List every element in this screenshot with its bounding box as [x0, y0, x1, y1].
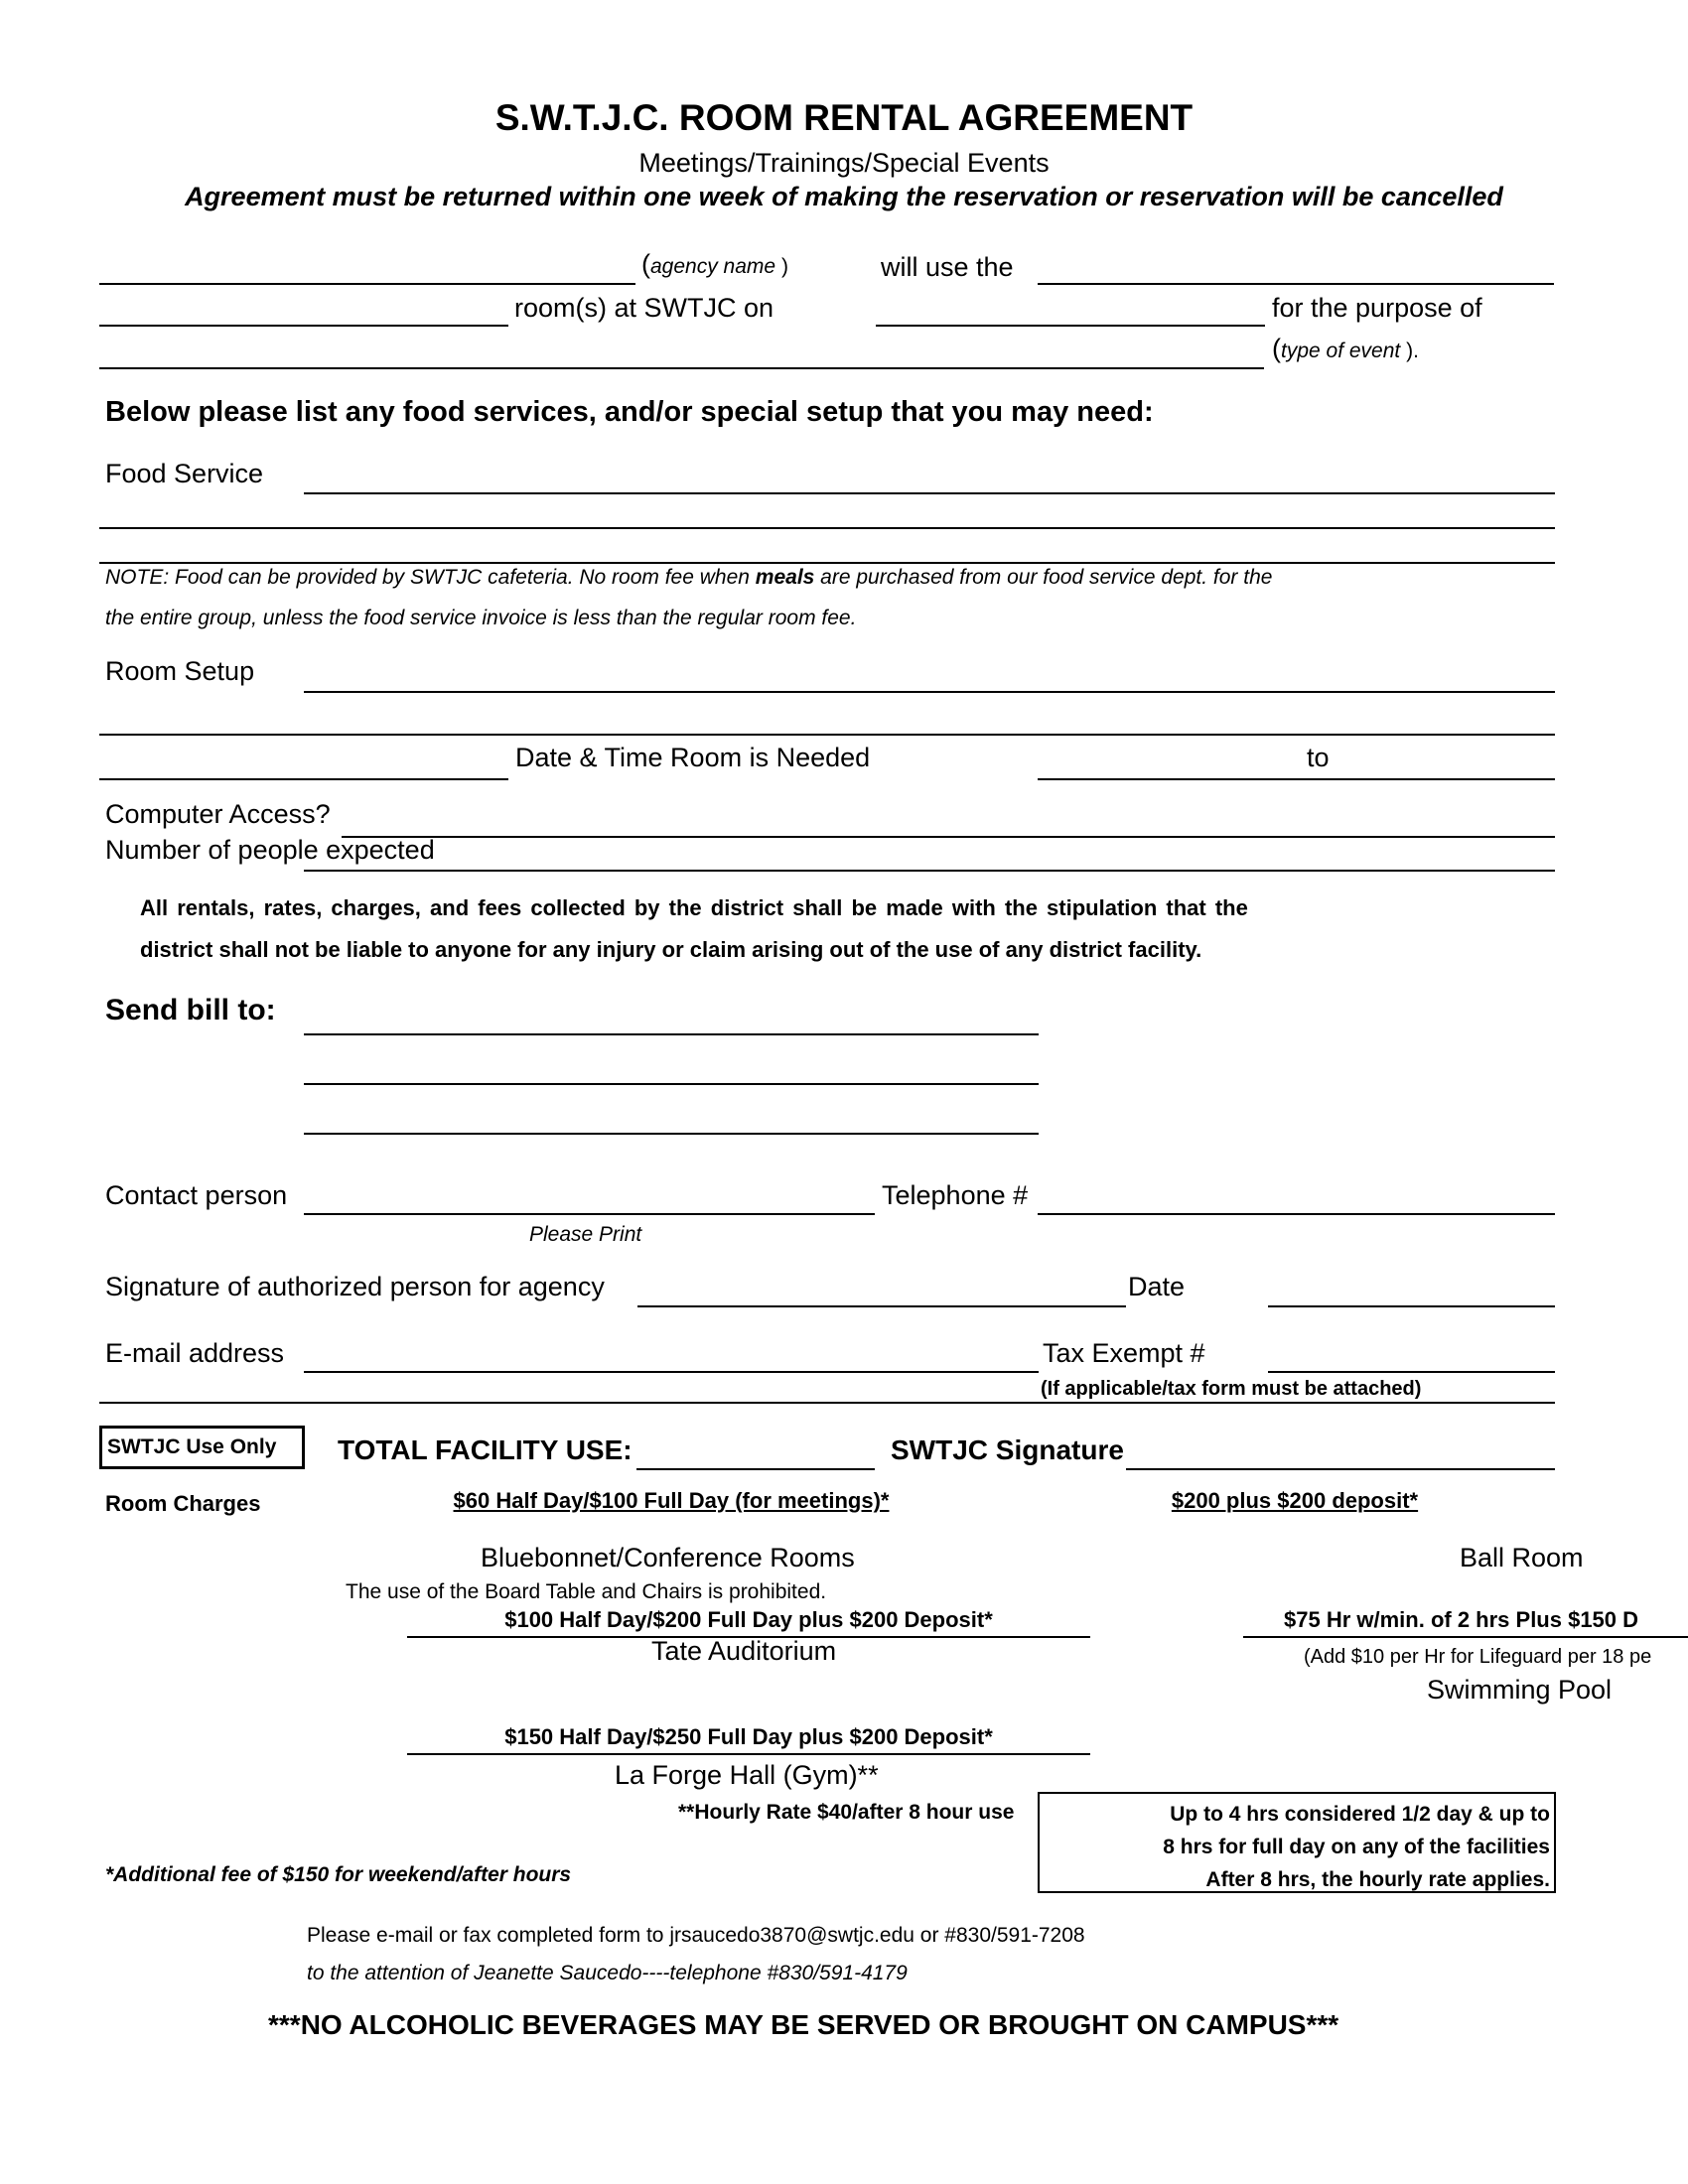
attention-line: to the attention of Jeanette Saucedo----telephone #830/591-4179	[307, 1962, 908, 1984]
hours-policy-line-2: 8 hrs for full day on any of the facilities	[1163, 1836, 1550, 1858]
swimming-pool-label: Swimming Pool	[1427, 1675, 1613, 1705]
billing-address-field-1[interactable]	[304, 1033, 1039, 1035]
purpose-label: for the purpose of	[1272, 293, 1482, 323]
office-use-label: SWTJC Use Only	[107, 1435, 277, 1458]
computer-access-field[interactable]	[342, 836, 1555, 838]
page-title: S.W.T.J.C. ROOM RENTAL AGREEMENT	[494, 97, 1194, 138]
office-use-box	[99, 1426, 305, 1469]
swtjc-signature-field[interactable]	[1126, 1468, 1555, 1470]
telephone-label: Telephone #	[882, 1180, 1029, 1210]
ball-room-label: Ball Room	[1460, 1543, 1584, 1572]
page-subtitle: Meetings/Trainings/Special Events	[638, 148, 1050, 178]
meetings-rate: $60 Half Day/$100 Full Day (for meetings)*	[453, 1488, 890, 1513]
food-note-line-2: the entire group, unless the food service invoice is less than the regular room fee.	[105, 607, 857, 629]
room-count-field[interactable]	[99, 325, 508, 327]
contact-person-label: Contact person	[105, 1180, 288, 1210]
room-setup-field[interactable]	[304, 691, 1555, 693]
room-name-field[interactable]	[1038, 283, 1554, 285]
room-charges-label: Room Charges	[105, 1491, 261, 1516]
event-type-field[interactable]	[99, 367, 1264, 369]
please-print-hint: Please Print	[529, 1223, 642, 1246]
food-service-field-2[interactable]	[99, 527, 1555, 529]
event-type-hint: (type of event ).	[1272, 334, 1419, 363]
billing-address-field-2[interactable]	[304, 1083, 1039, 1085]
contact-person-field[interactable]	[304, 1213, 875, 1215]
food-service-field-3[interactable]	[99, 562, 1555, 564]
gym-rate-rule	[407, 1753, 1090, 1755]
start-date-time-field[interactable]	[99, 778, 508, 780]
hourly-rate-note: **Hourly Rate $40/after 8 hour use	[678, 1801, 1015, 1824]
food-service-label: Food Service	[105, 459, 264, 488]
office-divider	[99, 1402, 1555, 1404]
tax-form-note: (If applicable/tax form must be attached)	[1041, 1378, 1422, 1400]
date-label: Date	[1128, 1272, 1186, 1301]
email-field[interactable]	[304, 1371, 1039, 1373]
signature-field[interactable]	[637, 1305, 1126, 1307]
agency-name-field[interactable]	[99, 283, 635, 285]
rooms-at-label: room(s) at SWTJC on	[514, 293, 774, 323]
swtjc-signature-label: SWTJC Signature	[891, 1434, 1124, 1465]
gym-rate: $150 Half Day/$250 Full Day plus $200 Deposit*	[504, 1724, 993, 1749]
gym-label: La Forge Hall (Gym)**	[615, 1760, 879, 1790]
agency-name-hint: (agency name )	[641, 249, 788, 279]
ballroom-rate: $200 plus $200 deposit*	[1171, 1488, 1419, 1513]
email-fax-instructions: Please e-mail or fax completed form to jrsaucedo3870@swtjc.edu or #830/591-7208	[307, 1924, 1085, 1947]
tax-exempt-label: Tax Exempt #	[1043, 1338, 1205, 1368]
auditorium-rate: $100 Half Day/$200 Full Day plus $200 Deposit*	[504, 1607, 993, 1632]
conference-rooms-label: Bluebonnet/Conference Rooms	[481, 1543, 855, 1572]
telephone-field[interactable]	[1038, 1213, 1555, 1215]
alcohol-notice: ***NO ALCOHOLIC BEVERAGES MAY BE SERVED OR BROUGHT ON CAMPUS***	[268, 2009, 1339, 2040]
liability-line-2: district shall not be liable to anyone for any injury or claim arising out of the use of any district facility.	[140, 937, 1202, 962]
pool-rate: $75 Hr w/min. of 2 hrs Plus $150 D	[1284, 1607, 1639, 1632]
room-setup-label: Room Setup	[105, 656, 255, 686]
lifeguard-note: (Add $10 per Hr for Lifeguard per 18 pe	[1304, 1646, 1652, 1668]
room-setup-field-2[interactable]	[99, 734, 1555, 736]
computer-access-label: Computer Access?	[105, 799, 331, 829]
end-date-time-field[interactable]	[1038, 778, 1555, 780]
liability-line-1: All rentals, rates, charges, and fees collected by the district shall be made with the stipulation that the	[140, 895, 1248, 920]
billing-address-field-3[interactable]	[304, 1133, 1039, 1135]
hours-policy-line-1: Up to 4 hrs considered 1/2 day & up to	[1170, 1803, 1550, 1826]
signature-label: Signature of authorized person for agency	[105, 1272, 605, 1301]
to-label: to	[1307, 743, 1330, 772]
services-heading: Below please list any food services, and/or special setup that you may need:	[105, 396, 1154, 428]
date-time-label: Date & Time Room is Needed	[515, 743, 871, 772]
people-expected-field[interactable]	[304, 870, 1555, 872]
food-service-field[interactable]	[304, 492, 1555, 494]
additional-fee-note: *Additional fee of $150 for weekend/after hours	[105, 1863, 572, 1886]
pool-rate-rule	[1243, 1636, 1688, 1638]
total-facility-field[interactable]	[636, 1468, 875, 1470]
date-field[interactable]	[1268, 1305, 1555, 1307]
will-use-label: will use the	[881, 252, 1014, 282]
people-expected-label: Number of people expected	[105, 835, 435, 865]
total-facility-label: TOTAL FACILITY USE:	[338, 1434, 633, 1465]
rental-date-field[interactable]	[876, 325, 1265, 327]
auditorium-label: Tate Auditorium	[651, 1636, 837, 1666]
board-table-note: The use of the Board Table and Chairs is prohibited.	[346, 1580, 827, 1603]
food-note-line-1: NOTE: Food can be provided by SWTJC cafeteria. No room fee when meals are purchased from our food service dept. for the	[105, 566, 1273, 589]
email-label: E-mail address	[105, 1338, 285, 1368]
hours-policy-line-3: After 8 hrs, the hourly rate applies.	[1205, 1868, 1550, 1891]
return-notice: Agreement must be returned within one week of making the reservation or reservation will be cancelled	[185, 182, 1503, 211]
hours-policy-box	[1038, 1792, 1556, 1893]
tax-exempt-field[interactable]	[1268, 1371, 1555, 1373]
send-bill-label: Send bill to:	[105, 994, 276, 1026]
